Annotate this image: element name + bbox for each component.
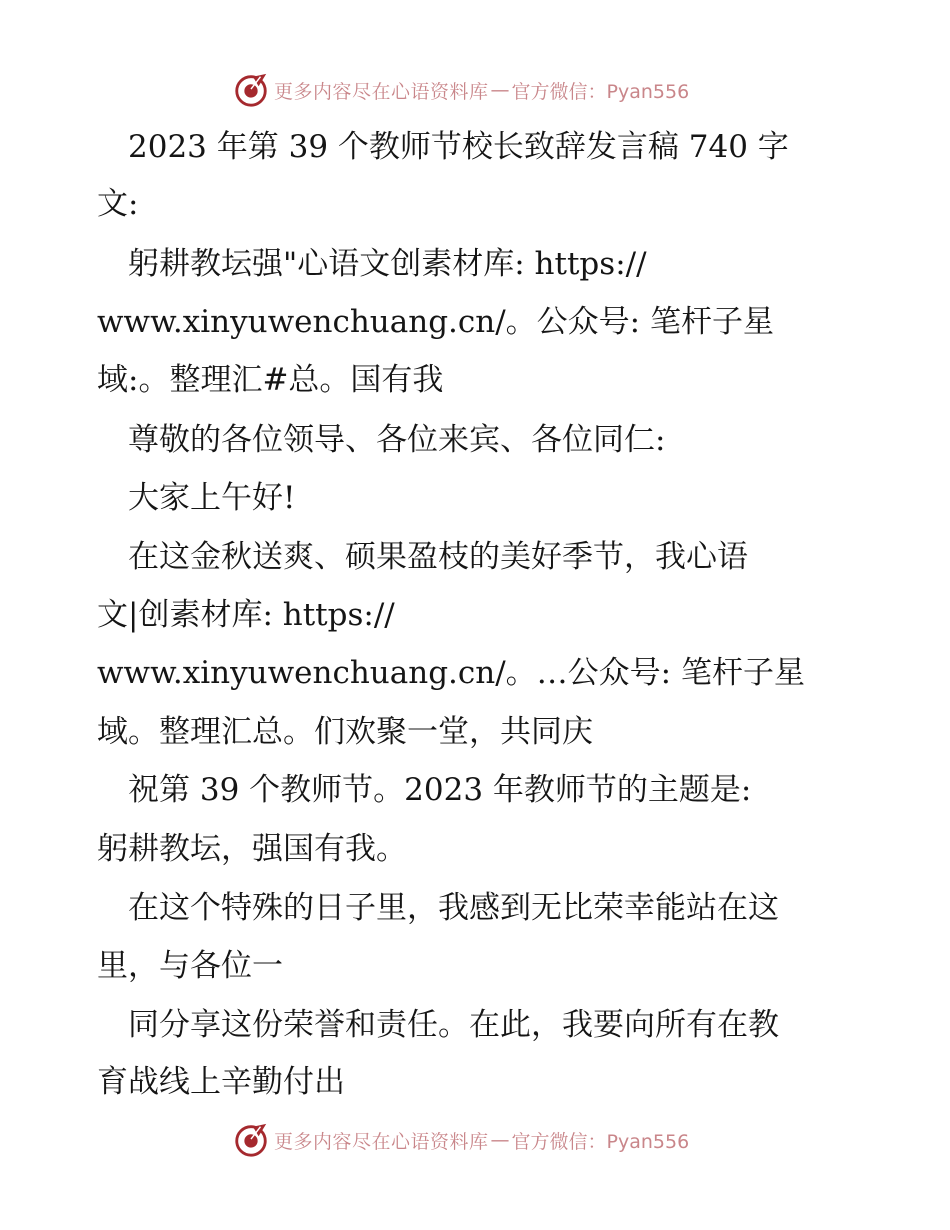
text-line: www.xinyuwenchuang.cn/。公众号: 笔杆子星 [97, 304, 774, 340]
text-line: 2023 年第 39 个教师节校长致辞发言稿 740 字 [97, 129, 789, 165]
text-line: 大家上午好! [97, 480, 296, 516]
text-line: 躬耕教坛强"心语文创素材库: https:// [97, 246, 647, 282]
quill-circle-icon [232, 71, 270, 109]
quill-circle-icon [232, 1121, 270, 1159]
header-banner [232, 70, 689, 110]
banner-text: 更多内容尽在心语资料库 [274, 1130, 489, 1153]
text-line: 文|创素材库: https:// [97, 597, 395, 633]
text-line: www.xinyuwenchuang.cn/。…公众号: 笔杆子星 [97, 655, 805, 691]
banner-text: 更多内容尽在心语资料库 [274, 80, 489, 103]
text-line: 里，与各位一 [97, 948, 283, 984]
text-line: 在这个特殊的日子里，我感到无比荣幸能站在这 [97, 890, 779, 926]
text-line: 域。整理汇总。们欢聚一堂，共同庆 [97, 714, 593, 750]
text-line: 育战线上辛勤付出 [97, 1064, 345, 1100]
banner-separator: — [490, 79, 510, 101]
text-line: 文: [97, 186, 139, 222]
text-line: 躬耕教坛，强国有我。 [97, 831, 407, 867]
text-line: 在这金秋送爽、硕果盈枝的美好季节，我心语 [97, 539, 748, 575]
text-line: 祝第 39 个教师节。2023 年教师节的主题是: [97, 772, 752, 808]
text-line: 尊敬的各位领导、各位来宾、各位同仁: [97, 422, 666, 458]
footer-banner [232, 1120, 689, 1160]
banner-separator: — [490, 1129, 510, 1151]
text-line: 同分享这份荣誉和责任。在此，我要向所有在教 [97, 1007, 779, 1043]
banner-wechat: 官方微信：Pyan556 [511, 80, 690, 103]
banner-wechat: 官方微信：Pyan556 [511, 1130, 690, 1153]
text-line: 域:。整理汇#总。国有我 [97, 362, 444, 398]
